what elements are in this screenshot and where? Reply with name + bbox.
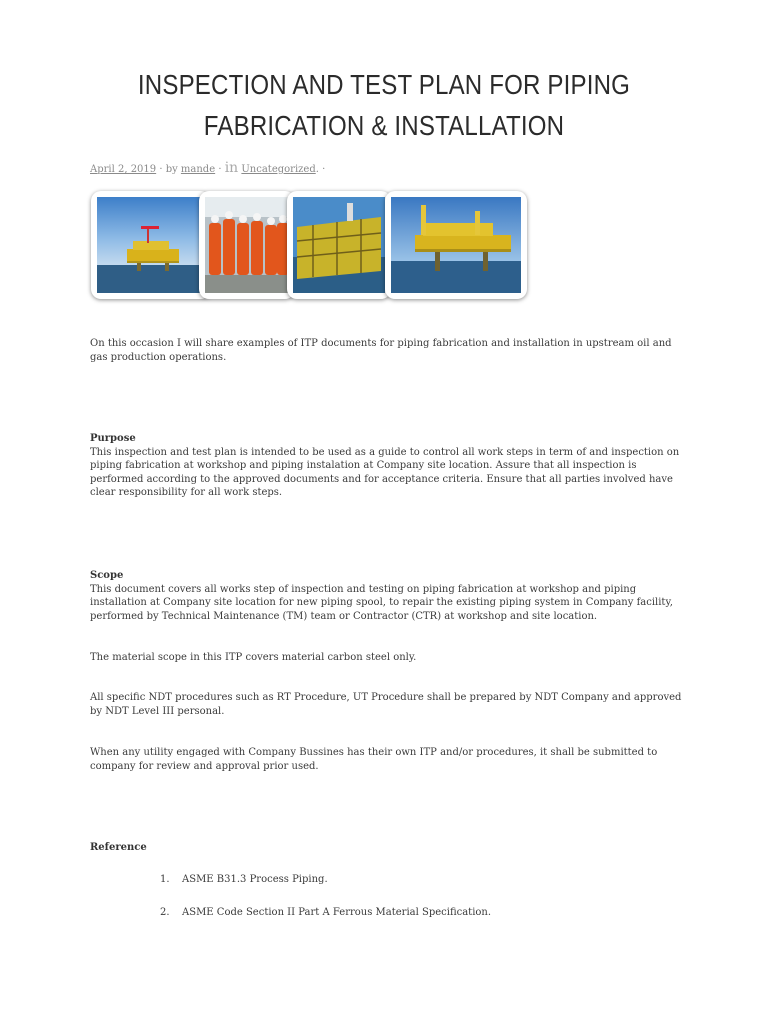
ndt-procedures-paragraph: All specific NDT procedures such as RT Procedure, UT Procedure shall be prepared by NDT Company and approved by NDT Level III personal. xyxy=(90,692,682,717)
reference-item-text: ASME Code Section II Part A Ferrous Material Specification. xyxy=(182,907,492,918)
reference-item-number: 2. xyxy=(160,907,170,918)
offshore-platform-photo[interactable] xyxy=(91,191,211,299)
reference-item-text: ASME B31.3 Process Piping. xyxy=(182,874,328,885)
reference-list-item xyxy=(160,873,328,887)
meta-in-label: in xyxy=(224,160,239,176)
utility-procedures-paragraph: When any utility engaged with Company Bussines has their own ITP and/or procedures, it shall be submitted to company for review and approval prior used. xyxy=(90,747,658,772)
workers-in-orange-coveralls-photo[interactable] xyxy=(199,191,295,299)
scope-text: This document covers all works step of inspection and testing on piping fabrication at workshop and piping installation at Company site location for new piping spool, to repair the existing piping system in Company facility, performed by Technical Maintenance (TM) team or Contractor (CTR) at workshop and site location. xyxy=(90,583,673,622)
meta-separator: . · xyxy=(315,164,326,175)
offshore-rig-photo[interactable] xyxy=(385,191,527,299)
material-scope-paragraph: The material scope in this ITP covers material carbon steel only. xyxy=(90,652,417,663)
reference-heading-container xyxy=(90,841,682,855)
scope-section xyxy=(90,569,682,623)
reference-heading: Reference xyxy=(90,842,147,853)
purpose-text: This inspection and test plan is intended to be used as a guide to control all work steps in term of and inspection on piping fabrication at workshop and piping instalation at Company site location. Assure that all inspection is performed according to the approved documents and for acceptance criteria. Ensure that all parties involved have clear responsibility for all work steps. xyxy=(90,446,680,499)
reference-item-number: 1. xyxy=(160,874,170,885)
photo-gallery xyxy=(91,189,531,307)
platform-deck-photo[interactable] xyxy=(287,191,391,299)
intro-paragraph: On this occasion I will share examples of ITP documents for piping fabrication and installation in upstream oil and gas production operations. xyxy=(90,338,672,363)
post-meta xyxy=(90,161,325,177)
author-link[interactable]: mande xyxy=(180,164,216,175)
title-line-1: INSPECTION AND TEST PLAN FOR PIPING xyxy=(137,69,631,100)
meta-separator: · by xyxy=(156,164,181,175)
title-line-2: FABRICATION & INSTALLATION xyxy=(203,110,565,141)
purpose-section xyxy=(90,432,682,500)
purpose-heading: Purpose xyxy=(90,433,136,444)
reference-list-item xyxy=(160,906,491,920)
post-date-link[interactable]: April 2, 2019 xyxy=(90,164,157,175)
scope-heading: Scope xyxy=(90,570,124,581)
page-title xyxy=(54,64,714,146)
meta-separator: · xyxy=(215,164,225,175)
category-link[interactable]: Uncategorized xyxy=(241,164,316,175)
